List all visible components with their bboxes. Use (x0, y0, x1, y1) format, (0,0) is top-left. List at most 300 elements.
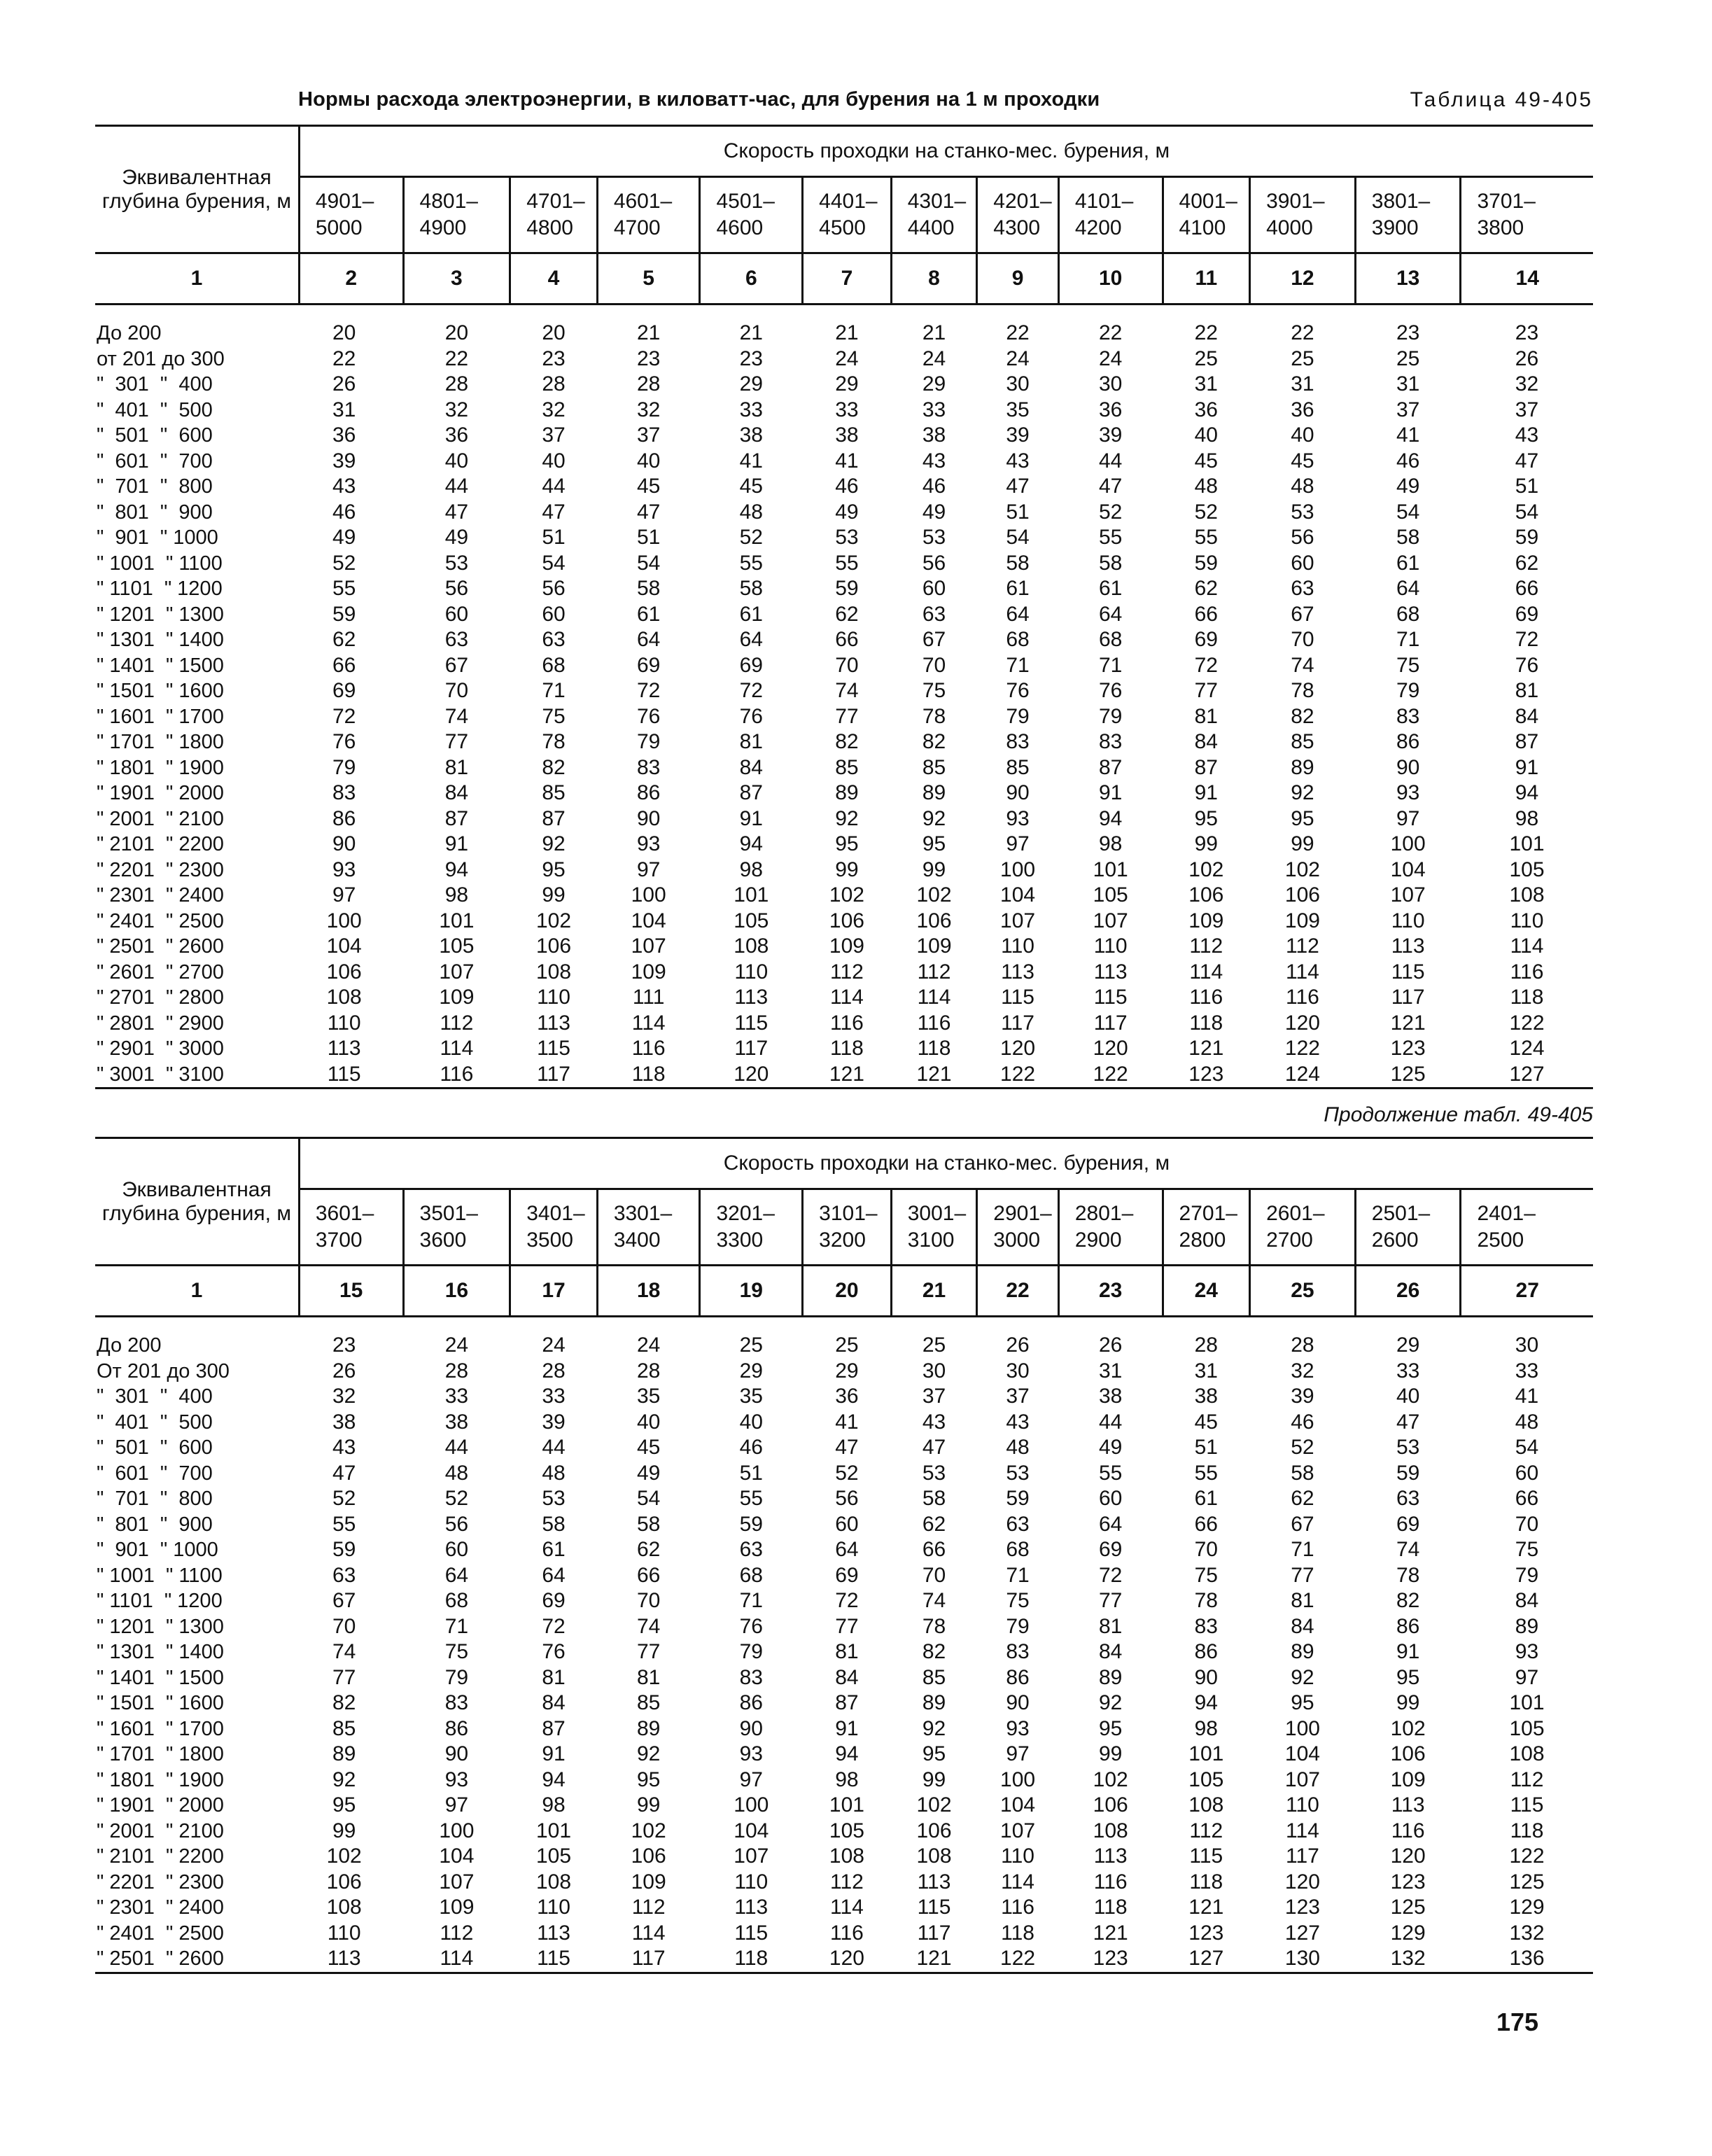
value-cell: 104 (1000, 883, 1036, 907)
continuation-label: Продолжение табл. 49-405 (1324, 1103, 1593, 1126)
depth-range-cell: " 2101 " 2200 (97, 1845, 224, 1868)
value-cell: 20 (332, 321, 356, 345)
value-cell: 63 (1396, 1487, 1420, 1511)
value-cell: 28 (542, 372, 566, 396)
value-cell: 49 (1396, 475, 1420, 498)
column-range-header: 2601– 2700 (1250, 1189, 1356, 1266)
depth-range-cell: " 1101 " 1200 (97, 578, 223, 601)
value-cell: 69 (739, 653, 763, 677)
value-cell: 52 (444, 1487, 469, 1511)
value-cell: 76 (1515, 653, 1539, 677)
value-cell: 77 (1194, 679, 1218, 703)
value-cell: 105 (1188, 1768, 1224, 1791)
value-cell: 114 (631, 1921, 666, 1945)
value-cell: 120 (1093, 1037, 1128, 1060)
value-cell: 114 (830, 1896, 864, 1919)
value-cell: 58 (922, 1487, 946, 1511)
value-cell: 40 (444, 449, 469, 472)
value-cell: 89 (1291, 1640, 1314, 1664)
value-cell: 41 (1515, 1385, 1539, 1408)
value-cell: 28 (1291, 1334, 1314, 1357)
value-cell: 48 (1291, 475, 1314, 498)
value-cell: 49 (922, 500, 946, 524)
value-cell: 23 (542, 346, 566, 370)
value-cell: 29 (835, 372, 859, 396)
energy-table-1 (95, 125, 1593, 1089)
value-cell: 104 (326, 934, 362, 958)
value-cell: 97 (1396, 806, 1420, 830)
value-cell: 109 (1390, 1768, 1426, 1791)
value-cell: 87 (1194, 755, 1218, 779)
value-cell: 23 (636, 346, 661, 370)
value-cell: 92 (332, 1768, 356, 1791)
value-cell: 61 (542, 1538, 566, 1562)
column-number: 13 (1355, 253, 1461, 304)
value-cell: 62 (636, 1538, 661, 1562)
value-cell: 31 (1194, 372, 1218, 396)
value-cell: 58 (1006, 551, 1030, 575)
value-cell: 92 (835, 806, 859, 830)
value-cell: 121 (1188, 1037, 1224, 1060)
value-cell: 75 (922, 679, 946, 703)
value-cell: 100 (326, 909, 362, 932)
table-row (95, 1614, 1593, 1640)
value-cell: 68 (1006, 628, 1030, 652)
table-row (95, 1690, 1593, 1716)
depth-range-cell: " 1601 " 1700 (97, 705, 224, 728)
table-row (95, 1359, 1593, 1385)
value-cell: 102 (1188, 858, 1224, 881)
value-cell: 74 (1396, 1538, 1420, 1562)
value-cell: 71 (1291, 1538, 1314, 1562)
depth-range-cell: " 701 " 800 (97, 1488, 213, 1511)
value-cell: 94 (1515, 781, 1539, 805)
value-cell: 69 (1396, 1512, 1420, 1536)
value-cell: 74 (636, 1614, 661, 1638)
value-cell: 100 (631, 883, 666, 907)
value-cell: 70 (922, 653, 946, 677)
value-cell: 47 (1006, 475, 1030, 498)
value-cell: 120 (1000, 1037, 1036, 1060)
value-cell: 36 (835, 1385, 859, 1408)
value-cell: 85 (922, 1665, 946, 1689)
value-cell: 110 (327, 1011, 361, 1035)
value-cell: 67 (444, 653, 469, 677)
value-cell: 68 (1396, 602, 1420, 626)
value-cell: 90 (1396, 755, 1420, 779)
value-cell: 104 (734, 1819, 769, 1842)
value-cell: 108 (916, 1844, 952, 1868)
value-cell: 67 (1291, 1512, 1314, 1536)
value-cell: 118 (1189, 1011, 1223, 1035)
value-cell: 122 (1509, 1844, 1545, 1868)
column-range-header: 4301– 4400 (891, 177, 977, 253)
value-cell: 61 (636, 602, 661, 626)
depth-range-cell: " 2001 " 2100 (97, 807, 224, 830)
spacer-row (95, 304, 1593, 321)
value-cell: 29 (1396, 1334, 1420, 1357)
value-cell: 113 (734, 986, 769, 1009)
value-cell: 117 (1391, 986, 1425, 1009)
value-cell: 118 (1001, 1921, 1034, 1945)
value-cell: 71 (444, 1614, 469, 1638)
depth-range-cell: " 2201 " 2300 (97, 1870, 224, 1893)
value-cell: 60 (542, 602, 566, 626)
depth-range-cell: " 1201 " 1300 (97, 603, 224, 626)
value-cell: 94 (835, 1742, 859, 1766)
value-cell: 59 (739, 1512, 763, 1536)
table-row (95, 1435, 1593, 1461)
value-cell: 117 (734, 1037, 769, 1060)
value-cell: 94 (542, 1768, 566, 1791)
table-row (95, 525, 1593, 551)
value-cell: 28 (636, 372, 661, 396)
value-cell: 116 (1093, 1870, 1128, 1893)
value-cell: 114 (1286, 960, 1319, 983)
table-row (95, 627, 1593, 653)
value-cell: 109 (1284, 909, 1320, 932)
value-cell: 94 (739, 832, 763, 856)
value-cell: 39 (1291, 1385, 1314, 1408)
value-cell: 85 (1291, 730, 1314, 754)
depth-range-cell: " 1301 " 1400 (97, 1641, 224, 1664)
depth-range-cell: " 601 " 700 (97, 449, 213, 472)
value-cell: 38 (1194, 1385, 1218, 1408)
column-range-header: 2501– 2600 (1355, 1189, 1461, 1266)
value-cell: 33 (922, 398, 946, 421)
value-cell: 25 (739, 1334, 763, 1357)
value-cell: 116 (403, 1062, 510, 1088)
value-cell: 61 (1396, 551, 1420, 575)
value-cell: 91 (1396, 1640, 1420, 1664)
table-row (95, 423, 1593, 449)
value-cell: 107 (439, 960, 475, 983)
value-cell: 104 (631, 909, 666, 932)
value-cell: 66 (1194, 602, 1218, 626)
spacer-row (95, 1317, 1593, 1334)
value-cell: 84 (1515, 704, 1539, 728)
value-cell: 45 (1194, 449, 1218, 472)
depth-range-cell: " 1001 " 1100 (97, 1564, 223, 1587)
value-cell: 99 (332, 1819, 356, 1842)
value-cell: 108 (1509, 1742, 1545, 1766)
value-cell: 79 (1396, 679, 1420, 703)
value-cell: 116 (830, 1011, 864, 1035)
value-cell: 67 (1291, 602, 1314, 626)
value-cell: 33 (1515, 1359, 1539, 1382)
value-cell: 113 (1093, 960, 1128, 983)
value-cell: 87 (1098, 755, 1123, 779)
depth-range-cell: " 701 " 800 (97, 475, 213, 498)
depth-header: Эквивалентная глубина бурения, м (95, 1138, 299, 1266)
value-cell: 62 (835, 602, 859, 626)
value-cell: 117 (510, 1062, 598, 1088)
value-cell: 61 (1098, 577, 1123, 601)
value-cell: 127 (1284, 1921, 1320, 1945)
value-cell: 79 (332, 755, 356, 779)
value-cell: 75 (1006, 1589, 1030, 1613)
value-cell: 81 (542, 1665, 566, 1689)
table-row (95, 858, 1593, 883)
value-cell: 39 (542, 1410, 566, 1434)
value-cell: 116 (631, 1037, 666, 1060)
value-cell: 32 (636, 398, 661, 421)
value-cell: 66 (1515, 577, 1539, 601)
depth-range-cell: " 2401 " 2500 (97, 1921, 224, 1945)
value-cell: 30 (1006, 1359, 1030, 1382)
value-cell: 85 (835, 755, 859, 779)
value-cell: 55 (1194, 1461, 1218, 1485)
value-cell: 64 (1006, 602, 1030, 626)
value-cell: 99 (1194, 832, 1218, 856)
value-cell: 82 (542, 755, 566, 779)
value-cell: 111 (632, 986, 665, 1009)
value-cell: 112 (830, 1870, 864, 1893)
value-cell: 100 (734, 1793, 769, 1817)
value-cell: 84 (542, 1691, 566, 1715)
column-number: 22 (977, 1266, 1059, 1317)
value-cell: 40 (542, 449, 566, 472)
depth-range-cell: " 2001 " 2100 (97, 1819, 224, 1842)
table-row (95, 398, 1593, 424)
column-number: 3 (403, 253, 510, 304)
value-cell: 24 (922, 346, 946, 370)
value-cell: 39 (1006, 424, 1030, 447)
column-range-header: 2801– 2900 (1058, 1189, 1163, 1266)
depth-range-cell: " 401 " 500 (97, 1410, 213, 1434)
value-cell: 43 (1515, 424, 1539, 447)
value-cell: 94 (444, 858, 469, 881)
table-row (95, 576, 1593, 602)
value-cell: 109 (916, 934, 952, 958)
value-cell: 82 (1291, 704, 1314, 728)
depth-range-cell: До 200 (97, 1334, 162, 1357)
value-cell: 81 (636, 1665, 661, 1689)
value-cell: 122 (977, 1062, 1059, 1088)
value-cell: 118 (597, 1062, 700, 1088)
value-cell: 66 (636, 1563, 661, 1587)
value-cell: 81 (1098, 1614, 1123, 1638)
value-cell: 114 (440, 1037, 474, 1060)
value-cell: 98 (835, 1768, 859, 1791)
table-row (95, 985, 1593, 1011)
value-cell: 54 (1515, 1436, 1539, 1460)
value-cell: 64 (1396, 577, 1420, 601)
table-row (95, 806, 1593, 832)
value-cell: 40 (636, 1410, 661, 1434)
table-row (95, 883, 1593, 909)
value-cell: 69 (835, 1563, 859, 1587)
value-cell: 114 (1510, 934, 1544, 958)
value-cell: 118 (917, 1037, 951, 1060)
value-cell: 102 (916, 1793, 952, 1817)
value-cell: 90 (1006, 781, 1030, 805)
value-cell: 99 (1098, 1742, 1123, 1766)
value-cell: 91 (1515, 755, 1539, 779)
value-cell: 47 (922, 1436, 946, 1460)
value-cell: 93 (636, 832, 661, 856)
value-cell: 21 (636, 321, 661, 345)
value-cell: 79 (1515, 1563, 1539, 1587)
value-cell: 46 (835, 475, 859, 498)
column-number: 11 (1163, 253, 1250, 304)
value-cell: 76 (332, 730, 356, 754)
value-cell: 120 (1284, 1870, 1320, 1893)
value-cell: 59 (1515, 526, 1539, 550)
column-range-header: 4501– 4600 (700, 177, 803, 253)
value-cell: 89 (1515, 1614, 1539, 1638)
value-cell: 51 (1515, 475, 1539, 498)
value-cell: 64 (444, 1563, 469, 1587)
value-cell: 86 (444, 1716, 469, 1740)
value-cell: 66 (332, 653, 356, 677)
value-cell: 25 (1194, 346, 1218, 370)
value-cell: 48 (1006, 1436, 1030, 1460)
value-cell: 85 (332, 1716, 356, 1740)
column-range-header: 2901– 3000 (977, 1189, 1059, 1266)
value-cell: 89 (332, 1742, 356, 1766)
depth-range-cell: " 601 " 700 (97, 1462, 213, 1485)
value-cell: 44 (1098, 449, 1123, 472)
column-number: 5 (597, 253, 700, 304)
value-cell: 59 (1006, 1487, 1030, 1511)
value-cell: 132 (1509, 1921, 1545, 1945)
value-cell: 91 (1194, 781, 1218, 805)
value-cell: 114 (631, 1011, 666, 1035)
value-cell: 71 (1006, 1563, 1030, 1587)
value-cell: 90 (332, 832, 356, 856)
column-number: 17 (510, 1266, 598, 1317)
value-cell: 132 (1355, 1946, 1461, 1973)
value-cell: 56 (444, 577, 469, 601)
column-number: 9 (977, 253, 1059, 304)
depth-range-cell: До 200 (97, 322, 162, 345)
value-cell: 93 (1006, 1716, 1030, 1740)
value-cell: 102 (1093, 1768, 1128, 1791)
value-cell: 118 (1093, 1896, 1128, 1919)
depth-range-cell: " 1601 " 1700 (97, 1717, 224, 1740)
value-cell: 90 (739, 1716, 763, 1740)
value-cell: 44 (542, 1436, 566, 1460)
value-cell: 112 (440, 1921, 474, 1945)
value-cell: 26 (332, 372, 356, 396)
value-cell: 48 (1194, 475, 1218, 498)
value-cell: 76 (739, 1614, 763, 1638)
value-cell: 82 (1396, 1589, 1420, 1613)
column-number: 10 (1058, 253, 1163, 304)
value-cell: 123 (1390, 1870, 1426, 1893)
table-row (95, 1588, 1593, 1614)
value-cell: 63 (444, 628, 469, 652)
value-cell: 95 (636, 1768, 661, 1791)
value-cell: 24 (1098, 346, 1123, 370)
value-cell: 74 (444, 704, 469, 728)
value-cell: 107 (1390, 883, 1426, 907)
value-cell: 66 (835, 628, 859, 652)
value-cell: 106 (631, 1844, 666, 1868)
value-cell: 106 (326, 1870, 362, 1893)
depth-range-cell: " 1401 " 1500 (97, 654, 224, 677)
value-cell: 33 (542, 1385, 566, 1408)
value-cell: 99 (1291, 832, 1314, 856)
value-cell: 110 (1001, 1844, 1034, 1868)
value-cell: 115 (537, 1037, 570, 1060)
value-cell: 114 (830, 986, 864, 1009)
value-cell: 102 (829, 883, 864, 907)
value-cell: 86 (1194, 1640, 1218, 1664)
value-cell: 44 (542, 475, 566, 498)
value-cell: 64 (542, 1563, 566, 1587)
value-cell: 81 (1515, 679, 1539, 703)
value-cell: 64 (1098, 1512, 1123, 1536)
column-range-header: 3201– 3300 (700, 1189, 803, 1266)
value-cell: 112 (1510, 1768, 1544, 1791)
table-row (95, 1819, 1593, 1844)
value-cell: 47 (542, 500, 566, 524)
value-cell: 101 (1188, 1742, 1224, 1766)
value-cell: 115 (1093, 986, 1128, 1009)
table-row (95, 1921, 1593, 1947)
value-cell: 29 (922, 372, 946, 396)
value-cell: 77 (332, 1665, 356, 1689)
value-cell: 23 (1515, 321, 1539, 345)
value-cell: 60 (1098, 1487, 1123, 1511)
value-cell: 41 (835, 449, 859, 472)
table-row (95, 1333, 1593, 1359)
column-range-header: 3801– 3900 (1355, 177, 1461, 253)
value-cell: 113 (1391, 1793, 1425, 1817)
value-cell: 52 (332, 551, 356, 575)
value-cell: 36 (444, 424, 469, 447)
value-cell: 24 (1006, 346, 1030, 370)
value-cell: 115 (1391, 960, 1425, 983)
column-range-header: 3901– 4000 (1250, 177, 1356, 253)
value-cell: 33 (1396, 1359, 1420, 1382)
value-cell: 100 (1390, 832, 1426, 856)
value-cell: 83 (1194, 1614, 1218, 1638)
depth-range-cell: " 1901 " 2000 (97, 1794, 224, 1817)
value-cell: 118 (1510, 986, 1544, 1009)
value-cell: 79 (444, 1665, 469, 1689)
value-cell: 74 (835, 679, 859, 703)
table-row (95, 551, 1593, 577)
value-cell: 87 (739, 781, 763, 805)
value-cell: 21 (835, 321, 859, 345)
column-range-header: 4001– 4100 (1163, 177, 1250, 253)
value-cell: 43 (922, 1410, 946, 1434)
value-cell: 54 (636, 1487, 661, 1511)
value-cell: 113 (917, 1870, 951, 1893)
value-cell: 56 (835, 1487, 859, 1511)
value-cell: 101 (439, 909, 475, 932)
value-cell: 84 (835, 1665, 859, 1689)
value-cell: 101 (734, 883, 769, 907)
value-cell: 75 (1515, 1538, 1539, 1562)
column-range-header: 3301– 3400 (597, 1189, 700, 1266)
value-cell: 70 (1291, 628, 1314, 652)
value-cell: 105 (1509, 1716, 1545, 1740)
depth-range-cell: " 1901 " 2000 (97, 782, 224, 805)
value-cell: 64 (835, 1538, 859, 1562)
value-cell: 91 (542, 1742, 566, 1766)
column-range-header: 4701– 4800 (510, 177, 598, 253)
value-cell: 83 (444, 1691, 469, 1715)
value-cell: 118 (1189, 1870, 1223, 1893)
depth-range-cell: " 2501 " 2600 (95, 1946, 299, 1973)
value-cell: 36 (1098, 398, 1123, 421)
value-cell: 94 (1098, 806, 1123, 830)
value-cell: 109 (439, 1896, 475, 1919)
